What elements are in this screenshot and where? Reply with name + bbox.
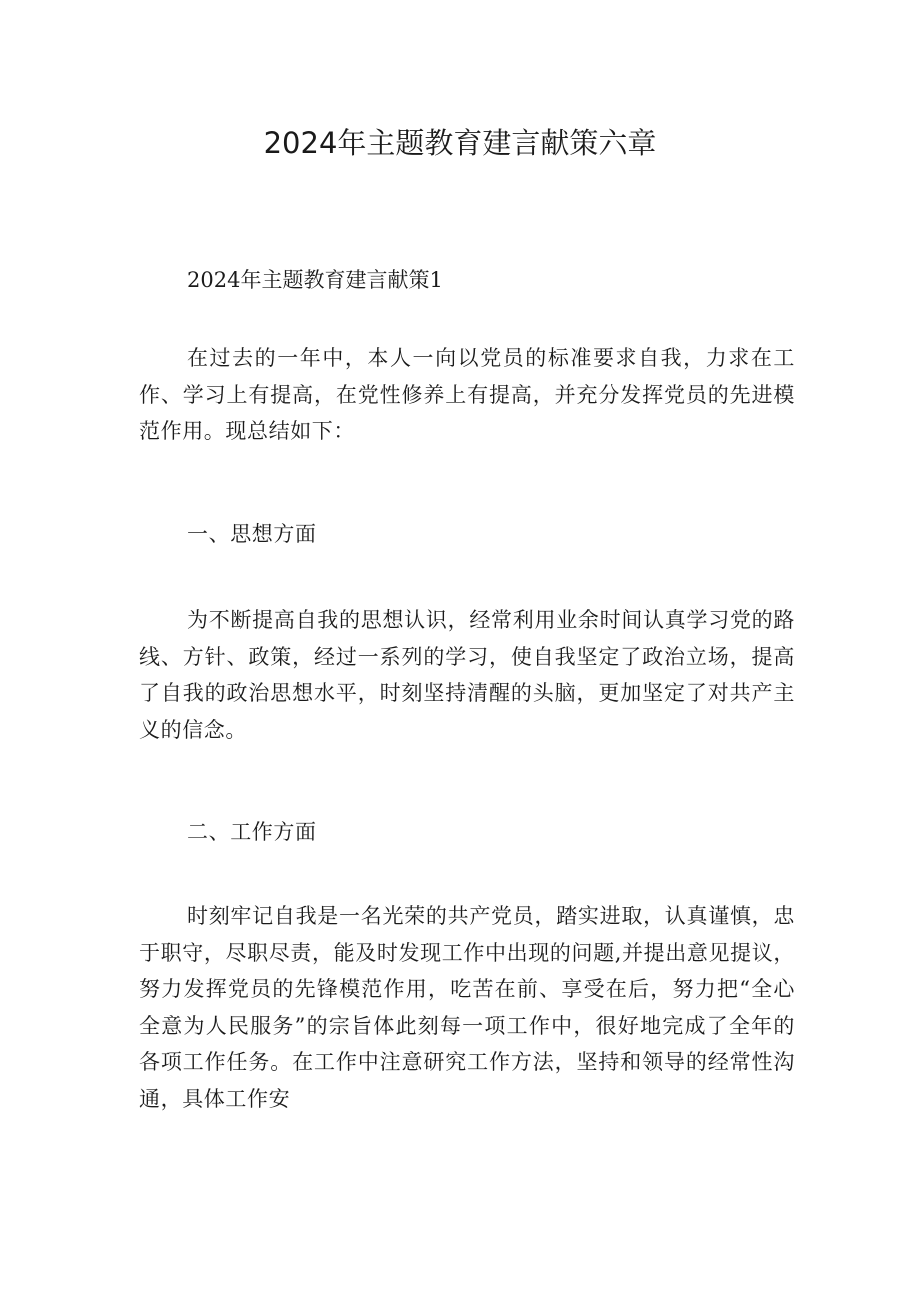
heading-thought: 一、思想方面 xyxy=(187,522,317,546)
heading-work: 二、工作方面 xyxy=(187,820,317,844)
thought-paragraph: 为不断提高自我的思想认识，经常利用业余时间认真学习党的路线、方针、政策，经过一系列的学习，使自我坚定了政治立场，提高了自我的政治思想水平，时刻坚持清醒的头脑，更加坚定了对共产主义的信念。 xyxy=(139,608,795,742)
work-paragraph: 时刻牢记自我是一名光荣的共产党员，踏实进取，认真谨慎，忠于职守，尽职尽责，能及时发现工作中出现的问题,并提出意见提议，努力发挥党员的先锋模范作用，吃苦在前、享受在后，努力把“全心全意为人民服务”的宗旨体此刻每一项工作中，很好地完成了全年的各项工作任务。在工作中注意研究工作方法，坚持和领导的经常性沟通，具体工作安 xyxy=(139,904,795,1111)
document-title: 2024年主题教育建言献策六章 xyxy=(263,126,657,160)
intro-paragraph: 在过去的一年中，本人一向以党员的标准要求自我，力求在工作、学习上有提高，在党性修养上有提高，并充分发挥党员的先进模范作用。现总结如下： xyxy=(139,346,795,443)
section-subtitle: 2024年主题教育建言献策1 xyxy=(187,268,443,292)
